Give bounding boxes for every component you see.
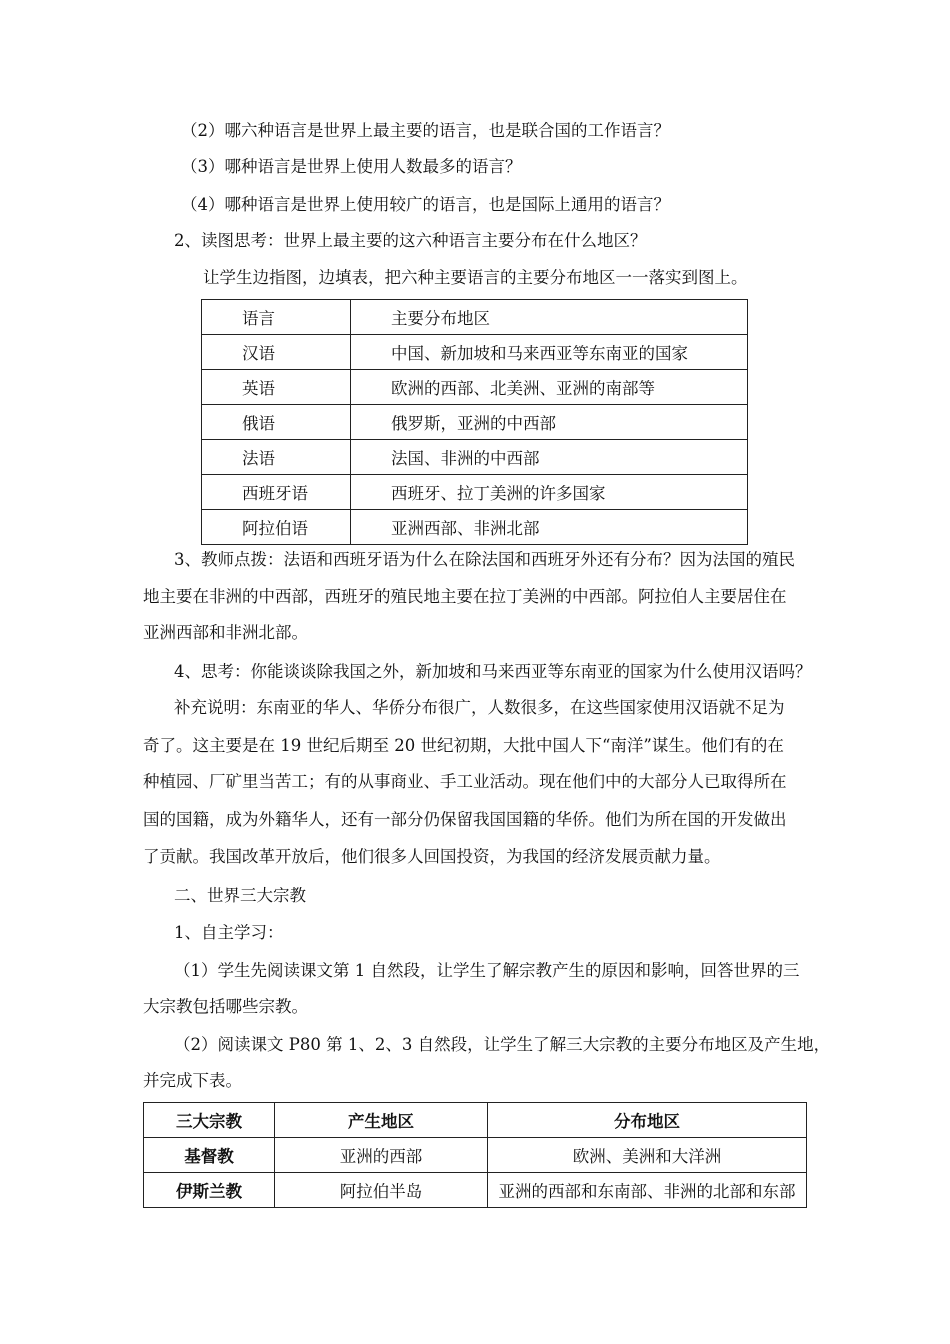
- header-origin: 产生地区: [275, 1103, 488, 1138]
- question-3: （3）哪种语言是世界上使用人数最多的语言？: [181, 157, 522, 176]
- language-cell: 西班牙语: [202, 475, 351, 510]
- origin-cell: 亚洲的西部: [275, 1138, 488, 1173]
- origin-cell: 阿拉伯半岛: [275, 1173, 488, 1208]
- region-cell: 俄罗斯，亚洲的中西部: [351, 405, 748, 440]
- region-cell: 法国、非洲的中西部: [351, 440, 748, 475]
- study-2-line-1: （2）阅读课文 P80 第 1、2、3 自然段，让学生了解三大宗教的主要分布地区及产生地，: [174, 1035, 831, 1054]
- step-3-line-1: 3、教师点拨：法语和西班牙语为什么在除法国和西班牙外还有分布？因为法国的殖民: [174, 550, 795, 569]
- study-2-line-2: 并完成下表。: [143, 1071, 242, 1090]
- table-row: [202, 510, 748, 545]
- table-row: [202, 440, 748, 475]
- supplement-line-3: 种植园、厂矿里当苦工；有的从事商业、手工业活动。现在他们中的大部分人已取得所在: [143, 772, 787, 791]
- step-2-heading: 2、读图思考：世界上最主要的这六种语言主要分布在什么地区？: [174, 231, 647, 250]
- table-row: [144, 1173, 807, 1208]
- step-3-line-2: 地主要在非洲的中西部，西班牙的殖民地主要在拉丁美洲的中西部。阿拉伯人主要居住在: [143, 587, 787, 606]
- table-header-row: [144, 1103, 807, 1138]
- region-cell: 亚洲西部、非洲北部: [351, 510, 748, 545]
- table-row: [202, 475, 748, 510]
- supplement-line-4: 国的国籍，成为外籍华人，还有一部分仍保留我国国籍的华侨。他们为所在国的开发做出: [143, 810, 787, 829]
- religion-table: [143, 1102, 807, 1208]
- step-4-heading: 4、思考：你能谈谈除我国之外，新加坡和马来西亚等东南亚的国家为什么使用汉语吗？: [174, 662, 812, 681]
- distribution-cell: 亚洲的西部和东南部、非洲的北部和东部: [488, 1173, 807, 1208]
- table-row: [144, 1138, 807, 1173]
- supplement-line-2: 奇了。这主要是在 19 世纪后期至 20 世纪初期，大批中国人下“南洋”谋生。他们有的在: [143, 736, 784, 755]
- self-study-heading: 1、自主学习：: [174, 923, 284, 942]
- religion-cell: 基督教: [144, 1138, 275, 1173]
- section-2-title: 二、世界三大宗教: [174, 886, 306, 905]
- header-language: 语言: [202, 300, 351, 335]
- table-header-row: [202, 300, 748, 335]
- step-3-line-3: 亚洲西部和非洲北部。: [143, 623, 308, 642]
- language-cell: 英语: [202, 370, 351, 405]
- header-region: 主要分布地区: [351, 300, 748, 335]
- distribution-cell: 欧洲、美洲和大洋洲: [488, 1138, 807, 1173]
- question-2: （2）哪六种语言是世界上最主要的语言，也是联合国的工作语言？: [181, 121, 670, 140]
- region-cell: 欧洲的西部、北美洲、亚洲的南部等: [351, 370, 748, 405]
- language-cell: 俄语: [202, 405, 351, 440]
- region-cell: 西班牙、拉丁美洲的许多国家: [351, 475, 748, 510]
- study-1-line-1: （1）学生先阅读课文第 1 自然段，让学生了解宗教产生的原因和影响，回答世界的三: [174, 961, 800, 980]
- question-4: （4）哪种语言是世界上使用较广的语言，也是国际上通用的语言？: [181, 195, 670, 214]
- table-row: [202, 405, 748, 440]
- supplement-line-1: 补充说明：东南亚的华人、华侨分布很广，人数很多，在这些国家使用汉语就不足为: [174, 698, 785, 717]
- language-distribution-table: [201, 299, 748, 545]
- header-religion: 三大宗教: [144, 1103, 275, 1138]
- study-1-line-2: 大宗教包括哪些宗教。: [143, 997, 308, 1016]
- table-row: [202, 370, 748, 405]
- header-distribution: 分布地区: [488, 1103, 807, 1138]
- table-row: [202, 335, 748, 370]
- language-cell: 阿拉伯语: [202, 510, 351, 545]
- language-cell: 法语: [202, 440, 351, 475]
- region-cell: 中国、新加坡和马来西亚等东南亚的国家: [351, 335, 748, 370]
- supplement-line-5: 了贡献。我国改革开放后，他们很多人回国投资，为我国的经济发展贡献力量。: [143, 847, 721, 866]
- religion-cell: 伊斯兰教: [144, 1173, 275, 1208]
- language-cell: 汉语: [202, 335, 351, 370]
- step-2-instruction: 让学生边指图，边填表，把六种主要语言的主要分布地区一一落实到图上。: [203, 268, 748, 287]
